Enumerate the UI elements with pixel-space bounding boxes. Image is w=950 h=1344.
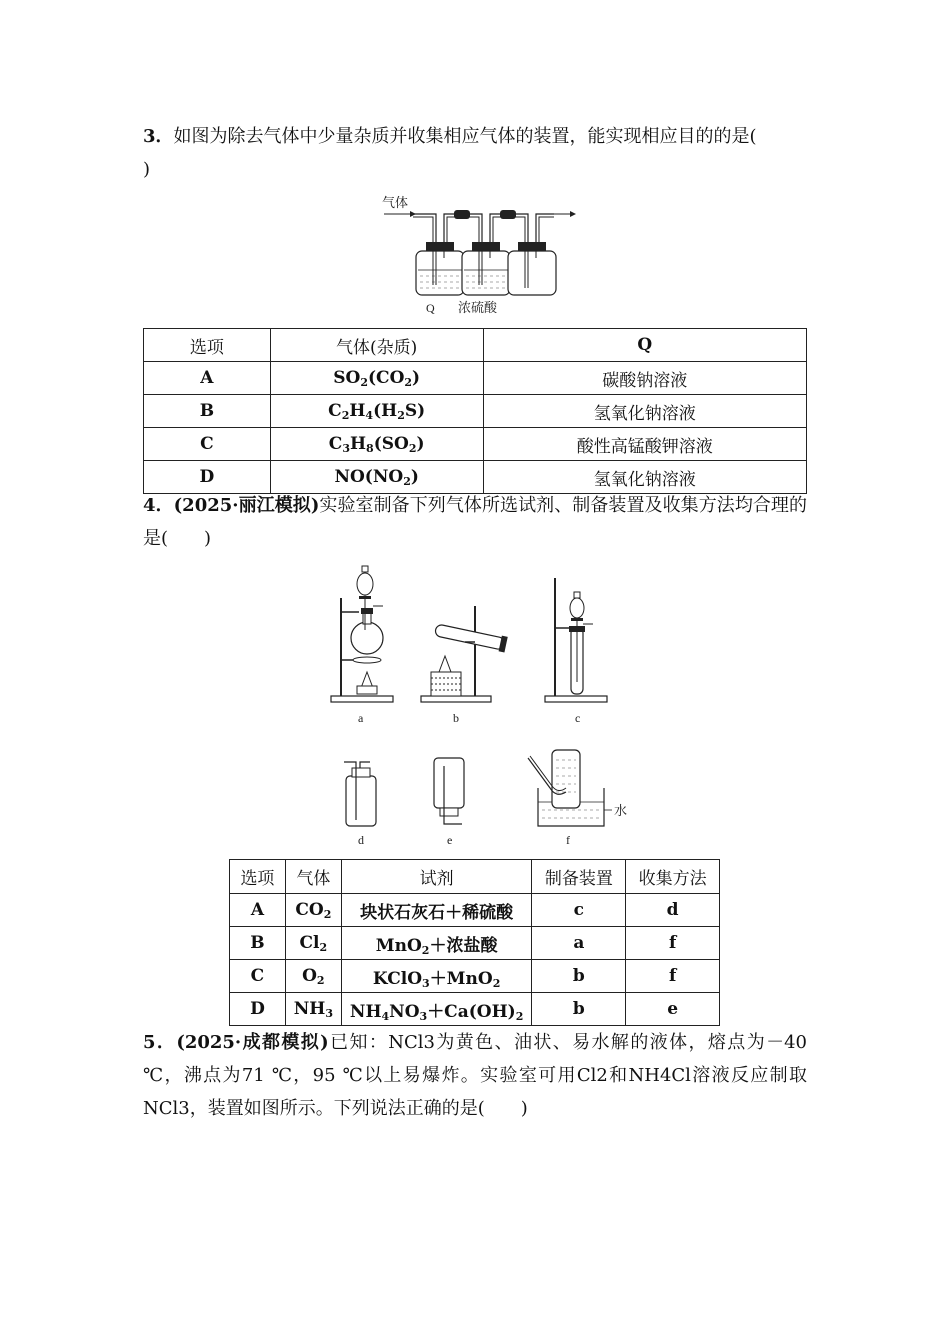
q4-source: (2025·丽江模拟) bbox=[173, 495, 320, 516]
q3-number: 3． bbox=[143, 126, 174, 147]
device-label-b: b bbox=[453, 711, 459, 725]
q3-option: D bbox=[144, 461, 271, 494]
q3-text: 如图为除去气体中少量杂质并收集相应气体的装置，能实现相应目的的是( bbox=[173, 126, 757, 147]
q4-method: d bbox=[626, 894, 720, 927]
q4-device: a bbox=[532, 927, 626, 960]
q4-header-gas: 气体 bbox=[285, 860, 341, 894]
q5-text: 已知：NCl3为黄色、油状、易水解的液体，熔点为－40 ℃，沸点为71 ℃，95 ℃以上易爆炸。实验室可用Cl2和NH4Cl溶液反应制取NCl3，装置如图所示。下列说法正确的是( ) bbox=[143, 1032, 807, 1119]
q3-stem bbox=[143, 120, 807, 186]
method-label-d: d bbox=[358, 833, 364, 847]
q4-reagent: MnO$_2$＋浓盐酸 bbox=[341, 927, 532, 960]
q4-option: C bbox=[230, 960, 286, 993]
device-label-c: c bbox=[575, 711, 581, 725]
q3-reagent: 碳酸钠溶液 bbox=[483, 362, 806, 395]
q4-device: b bbox=[532, 960, 626, 993]
q4-header-device: 制备装置 bbox=[532, 860, 626, 894]
table-row bbox=[144, 395, 807, 428]
q4-gas: $O_2$ bbox=[285, 960, 341, 993]
method-label-f: f bbox=[566, 833, 570, 847]
q3-header-option: 选项 bbox=[144, 329, 271, 362]
q4-option: B bbox=[230, 927, 286, 960]
q4-header-option: 选项 bbox=[230, 860, 286, 894]
q4-collection-figure bbox=[330, 748, 630, 852]
q3-gas: $SO_2(CO_2)$ bbox=[270, 362, 483, 395]
q3-options-table bbox=[143, 328, 807, 494]
acid-bottle-label: 浓硫酸 bbox=[458, 301, 498, 316]
q3-header-q: Q bbox=[483, 329, 806, 362]
q3-header-gas: 气体(杂质) bbox=[270, 329, 483, 362]
q3-apparatus-figure bbox=[378, 190, 578, 318]
q4-text: 实验室制备下列气体所选试剂、制备装置及收集方法均合理的是( ) bbox=[143, 495, 807, 549]
q3-gas: $NO(NO_2)$ bbox=[270, 461, 483, 494]
q4-reagent: $NH_4NO_3+Ca(OH)_2$ bbox=[341, 993, 532, 1026]
table-row bbox=[230, 960, 720, 993]
q3-gas: $C_3H_8(SO_2)$ bbox=[270, 428, 483, 461]
q4-gas: $NH_3$ bbox=[285, 993, 341, 1026]
table-row bbox=[144, 428, 807, 461]
q4-option: A bbox=[230, 894, 286, 927]
q4-header-reagent: 试剂 bbox=[341, 860, 532, 894]
q4-method: e bbox=[626, 993, 720, 1026]
q4-options-table bbox=[229, 859, 720, 1026]
q4-number: 4． bbox=[143, 495, 174, 516]
q4-apparatus-top bbox=[325, 562, 625, 730]
q-bottle-label: Q bbox=[426, 301, 435, 315]
q4-header-method: 收集方法 bbox=[626, 860, 720, 894]
q4-device: b bbox=[532, 993, 626, 1026]
q5-number: 5． bbox=[143, 1032, 177, 1053]
table-row bbox=[230, 927, 720, 960]
table-row bbox=[144, 362, 807, 395]
method-label-e: e bbox=[447, 833, 453, 847]
q3-reagent: 氢氧化钠溶液 bbox=[483, 395, 806, 428]
device-label-a: a bbox=[358, 711, 364, 725]
table-row bbox=[230, 993, 720, 1026]
gas-inlet-label: 气体 bbox=[382, 196, 409, 211]
q5-stem bbox=[143, 1026, 807, 1125]
q5-source: (2025·成都模拟) bbox=[176, 1032, 329, 1053]
q4-method: f bbox=[626, 960, 720, 993]
q4-reagent: KClO$_3$＋MnO$_2$ bbox=[341, 960, 532, 993]
q3-text-cont: ) bbox=[143, 159, 151, 180]
q4-device: c bbox=[532, 894, 626, 927]
q4-gas: $CO_2$ bbox=[285, 894, 341, 927]
q4-stem bbox=[143, 489, 807, 555]
q4-option: D bbox=[230, 993, 286, 1026]
table-row bbox=[230, 894, 720, 927]
q4-method: f bbox=[626, 927, 720, 960]
q4-reagent: 块状石灰石＋稀硫酸 bbox=[341, 894, 532, 927]
q3-option: A bbox=[144, 362, 271, 395]
q4-gas: $Cl_2$ bbox=[285, 927, 341, 960]
q3-option: B bbox=[144, 395, 271, 428]
q3-reagent: 酸性高锰酸钾溶液 bbox=[483, 428, 806, 461]
q3-option: C bbox=[144, 428, 271, 461]
q3-reagent: 氢氧化钠溶液 bbox=[483, 461, 806, 494]
q3-gas: $C_2H_4(H_2S)$ bbox=[270, 395, 483, 428]
water-label: 水 bbox=[614, 804, 628, 819]
